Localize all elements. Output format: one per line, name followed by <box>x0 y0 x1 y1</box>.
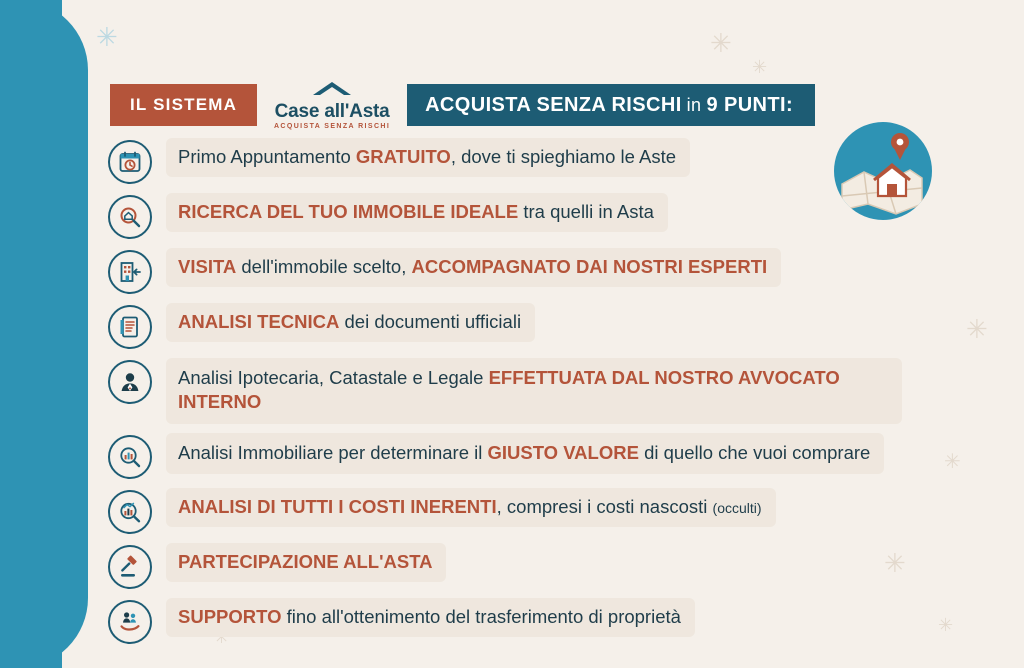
list-item[interactable] <box>108 193 918 239</box>
step-text-part: , compresi i costi nascosti <box>496 495 713 517</box>
building-visit-icon <box>108 250 152 294</box>
house-roof-icon <box>311 81 353 101</box>
step-text <box>166 138 690 177</box>
list-item[interactable] <box>108 303 918 349</box>
step-text-part: Primo Appuntamento <box>178 146 356 167</box>
step-text-highlight: PARTECIPAZIONE ALL'ASTA <box>178 550 433 572</box>
step-text <box>166 193 668 232</box>
step-text-part: , dove ti spieghiamo le Aste <box>450 146 677 167</box>
sparkle-decoration: ✳ <box>752 57 768 77</box>
step-text-small: (occulti) <box>712 499 762 516</box>
list-item[interactable] <box>108 543 918 589</box>
step-text-highlight: GRATUITO <box>355 146 451 167</box>
calendar-clock-icon <box>108 140 152 184</box>
header-claim-main: ACQUISTA SENZA RISCHI <box>425 93 682 116</box>
list-item[interactable] <box>108 598 918 644</box>
step-text-highlight: ACCOMPAGNATO DAI NOSTRI ESPERTI <box>411 256 768 277</box>
lawyer-person-icon <box>108 360 152 404</box>
step-text-part: dei documenti ufficiali <box>339 311 522 332</box>
step-text-part: tra quelli in Asta <box>518 201 654 222</box>
cost-chart-magnifier-icon <box>108 490 152 534</box>
step-text <box>166 248 781 287</box>
document-analysis-icon <box>108 305 152 349</box>
step-text-part: di quello che vuoi comprare <box>638 441 871 463</box>
step-text-highlight: ANALISI TECNICA <box>178 311 340 332</box>
step-text <box>166 598 695 637</box>
auction-gavel-icon <box>108 545 152 589</box>
step-text-highlight: SUPPORTO <box>178 605 282 627</box>
header-claim-connector: in <box>686 94 702 115</box>
step-text-part: Analisi Immobiliare per determinare il <box>178 441 488 463</box>
sparkle-decoration: ✳ <box>938 615 954 635</box>
step-text <box>166 303 535 342</box>
left-band-inner <box>0 0 62 668</box>
step-text-part: dell'immobile scelto, <box>236 256 412 277</box>
header-claim <box>407 84 815 126</box>
support-hand-people-icon <box>108 600 152 644</box>
sparkle-decoration: ✳ <box>96 22 118 52</box>
sparkle-decoration: ✳ <box>944 451 961 473</box>
chart-magnifier-icon <box>108 435 152 479</box>
list-item[interactable] <box>108 488 918 534</box>
step-text-part: fino all'ottenimento del trasferimento di proprietà <box>281 605 681 627</box>
sparkle-decoration: ✳ <box>710 28 732 58</box>
brand-tagline: ACQUISTA SENZA RISCHI <box>273 122 391 130</box>
step-text-highlight: GIUSTO VALORE <box>487 441 639 463</box>
step-text-highlight: RICERCA DEL TUO IMMOBILE IDEALE <box>178 201 519 222</box>
step-text-highlight: ANALISI DI TUTTI I COSTI INERENTI <box>178 495 497 517</box>
steps-list <box>108 138 918 653</box>
list-item[interactable] <box>108 358 918 424</box>
step-text-part: Analisi Ipotecaria, Catastale e Legale <box>178 367 489 388</box>
brand-logo <box>257 84 407 130</box>
list-item[interactable] <box>108 248 918 294</box>
magnifier-home-icon <box>108 195 152 239</box>
step-text-highlight: VISITA <box>178 256 237 277</box>
step-text <box>166 543 446 582</box>
step-text <box>166 358 902 424</box>
header-claim-count: 9 PUNTI: <box>706 93 794 116</box>
header-bar <box>110 84 815 130</box>
step-text <box>166 433 884 474</box>
brand-name: Case all'Asta <box>274 100 390 122</box>
sparkle-decoration: ✳ <box>884 548 906 578</box>
left-decorative-band <box>0 0 88 668</box>
list-item[interactable] <box>108 138 918 184</box>
step-text <box>166 488 776 527</box>
header-tag: IL SISTEMA <box>110 84 257 126</box>
step-text-highlight: EFFETTUATA DAL NOSTRO AVVOCATO INTERNO <box>178 367 840 413</box>
list-item[interactable] <box>108 433 918 479</box>
sparkle-decoration: ✳ <box>966 314 988 344</box>
